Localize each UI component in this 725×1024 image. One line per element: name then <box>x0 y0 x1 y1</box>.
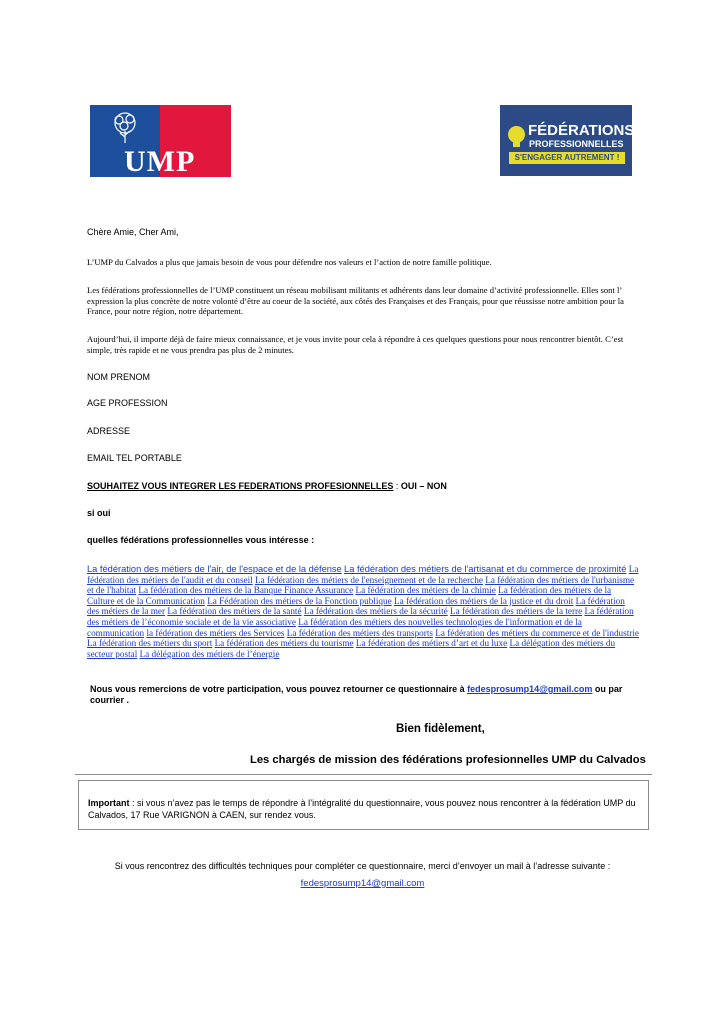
federation-link[interactable]: La Fédération des métiers de la Fonction publique <box>207 595 392 606</box>
divider <box>75 774 652 775</box>
federation-link[interactable]: La fédération des métiers de la justice et du droit <box>393 595 574 606</box>
federation-link[interactable]: La fédération des métiers de la mer <box>87 595 625 617</box>
which-federations-label: quelles fédérations professionnelles vous intéresse : <box>87 535 315 545</box>
federation-link[interactable]: La fédération des métiers de l'enseignement et de la recherche <box>255 574 483 585</box>
federation-link[interactable]: La fédération des métiers de la Culture et de la Communication <box>87 585 612 606</box>
join-question-text: SOUHAITEZ VOUS INTEGRER LES FEDERATIONS PROFESIONNELLES <box>87 481 394 491</box>
join-question-colon: : <box>393 481 401 491</box>
federation-link[interactable]: La fédération des métiers du commerce et de l'industrie <box>435 627 639 638</box>
lightbulb-base <box>513 142 520 147</box>
sign-off: Bien fidèlement, <box>396 723 485 735</box>
signature: Les chargés de mission des fédérations profesionnelles UMP du Calvados <box>250 754 646 766</box>
join-question <box>87 481 447 491</box>
intro-paragraph: L’UMP du Calvados a plus que jamais besoin de vous pour défendre nos valeurs et l’action de notre famille politique. <box>87 257 492 267</box>
lightbulb-icon <box>508 126 525 143</box>
federation-link[interactable]: La fédération des métiers de l’économie sociale et de la vie associative <box>87 606 634 627</box>
thanks-text: Nous vous remercions de votre participation, vous pouvez retourner ce questionnaire à <box>90 684 468 694</box>
federation-link[interactable]: La fédération des métiers d’art et du luxe <box>355 638 508 649</box>
federation-link[interactable]: La fédération des métiers de la chimie <box>355 585 496 596</box>
field-email-phone: EMAIL TEL PORTABLE <box>87 453 182 463</box>
federations-logo-slogan: S'ENGAGER AUTREMENT ! <box>509 152 625 164</box>
footer-text: Si vous rencontrez des difficultés techniques pour compléter ce questionnaire, merci d’envoyer un mail à l’adresse suivante : <box>114 861 611 871</box>
field-name: NOM PRENOM <box>87 372 150 382</box>
footer-email <box>0 878 725 889</box>
federation-link[interactable]: La fédération des métiers de la santé <box>167 606 302 617</box>
federation-link[interactable]: La fédération des métiers du sport <box>87 638 213 649</box>
tree-icon <box>110 111 140 145</box>
federations-logo-subtitle: PROFESSIONNELLES <box>529 139 624 149</box>
greeting: Chère Amie, Cher Ami, <box>87 227 179 237</box>
federation-links <box>87 564 639 659</box>
invitation-paragraph: Aujourd’hui, il importe déjà de faire mieux connaissance, et je vous invite pour cela à répondre à ces quelques questions pour nous rencontrer bientôt. C’est simple, très rapide et ne vous prendra pas plus de 2 minutes. <box>87 334 624 355</box>
if-yes-label: si oui <box>87 508 111 518</box>
federation-link[interactable]: La fédération des métiers de la sécurité <box>303 606 448 617</box>
federation-link[interactable]: La fédération des métiers de l'artisanat et du commerce de proximité <box>344 564 627 574</box>
important-label: Important <box>88 798 130 808</box>
federation-link[interactable]: La fédération des métiers des transports <box>286 627 433 638</box>
important-text: : si vous n’avez pas le temps de répondre à l’intégralité du questionnaire, vous pouvez nous rencontrer à la fédération UMP du Calvados, 17 Rue VARIGNON à CAEN, sur rendez vous. <box>88 798 636 820</box>
federation-link[interactable]: La fédération des métiers du tourisme <box>214 638 354 649</box>
important-note <box>88 797 636 821</box>
federation-link[interactable]: la fédération des métiers des Services <box>146 627 285 638</box>
federations-logo <box>500 105 635 176</box>
important-box <box>78 780 649 830</box>
federation-link[interactable]: La fédération des métiers de l'audit et du conseil <box>87 564 639 585</box>
federation-link[interactable]: La fédération des métiers de la Banque Finance Assurance <box>138 585 354 596</box>
join-question-answer: OUI – NON <box>400 481 447 491</box>
thanks-paragraph <box>90 684 640 706</box>
federation-link[interactable]: La fédération des métiers de l'air, de l'espace et de la défense <box>87 564 342 574</box>
field-address: ADRESSE <box>87 426 131 436</box>
ump-logo-text: UMP <box>124 145 196 178</box>
federation-link[interactable]: La fédération des métiers des nouvelles technologies de l'information et de la communication <box>87 616 582 638</box>
federation-link[interactable]: La délégation des métiers du secteur postal <box>87 638 616 659</box>
thanks-text-end: ou par courrier . <box>90 684 623 705</box>
federation-link[interactable]: La fédération des métiers de la terre <box>450 606 583 617</box>
federation-link[interactable]: La fédération des métiers de l'urbanisme et de l'habitat <box>87 574 635 596</box>
federations-paragraph: Les fédérations professionnelles de l’UMP constituent un réseau mobilisant militants et adhérents dans leur domaine d’activité professionnelle. Elles sont l’ expression la plus concrète de notre volonté d’être au coeur de la société, aux côtés des Françaises et des Français, pour que réussisse notre ambition pour la France, pour notre région, notre département. <box>87 285 624 317</box>
field-age-profession: AGE PROFESSION <box>87 398 168 408</box>
ump-logo-blue-panel <box>90 105 196 178</box>
federations-logo-title: FÉDÉRATIONS <box>528 122 635 139</box>
contact-email-link[interactable]: fedesprosump14@gmail.com <box>467 684 593 694</box>
ump-logo <box>90 105 231 177</box>
federation-link[interactable]: La délégation des métiers de l’énergie <box>139 648 280 659</box>
footer-email-link[interactable]: fedesprosump14@gmail.com <box>300 878 425 889</box>
